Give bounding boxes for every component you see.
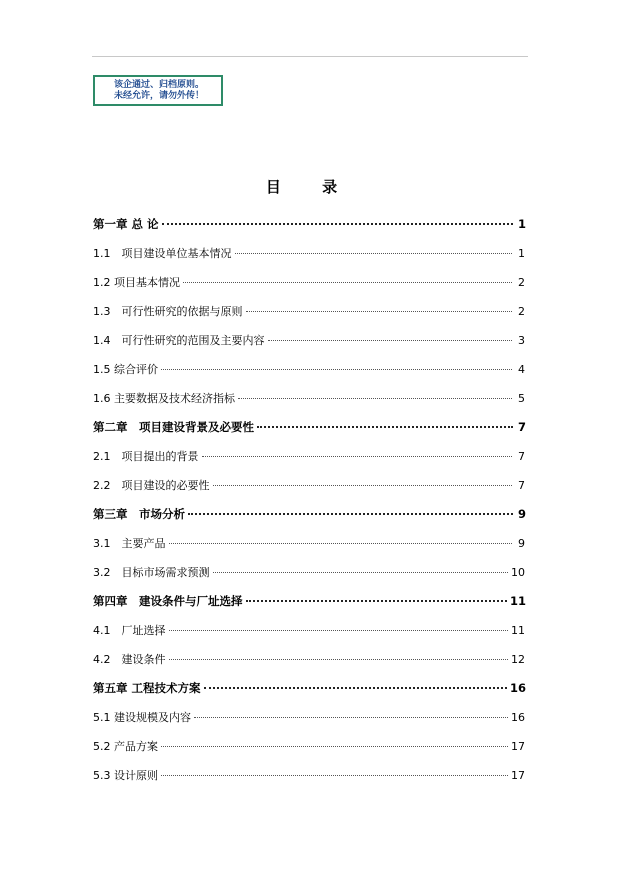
toc-entry-page-number: 11 <box>511 624 525 637</box>
toc-dot-leader <box>188 513 513 515</box>
toc-section-entry[interactable] <box>93 239 526 268</box>
toc-entry-page-number: 1 <box>518 247 525 260</box>
toc-dot-leader <box>161 746 508 747</box>
toc-chapter-entry[interactable] <box>93 674 526 703</box>
toc-entry-page-number: 2 <box>518 276 525 289</box>
toc-entry-page-number: 11 <box>509 594 526 608</box>
toc-chapter-entry[interactable] <box>93 587 526 616</box>
toc-entry-page-number: 16 <box>511 711 525 724</box>
toc-section-entry[interactable] <box>93 616 526 645</box>
toc-dot-leader <box>204 687 507 689</box>
table-of-contents <box>93 210 526 790</box>
toc-dot-leader <box>162 223 513 225</box>
toc-entry-label: 第二章 项目建设背景及必要性 <box>93 420 254 434</box>
toc-section-entry[interactable] <box>93 442 526 471</box>
toc-entry-page-number: 17 <box>511 740 525 753</box>
toc-section-entry[interactable] <box>93 529 526 558</box>
stamp-line-2: 未经允许，请勿外传！ <box>114 91 205 101</box>
toc-entry-label: 5.3 设计原则 <box>93 769 158 782</box>
toc-dot-leader <box>257 426 513 428</box>
toc-chapter-entry[interactable] <box>93 210 526 239</box>
toc-entry-page-number: 16 <box>509 681 526 695</box>
toc-entry-label: 1.3 可行性研究的依据与原则 <box>93 305 243 318</box>
toc-section-entry[interactable] <box>93 326 526 355</box>
toc-entry-page-number: 3 <box>518 334 525 347</box>
toc-section-entry[interactable] <box>93 558 526 587</box>
toc-entry-label: 1.2 项目基本情况 <box>93 276 180 289</box>
toc-dot-leader <box>268 340 513 341</box>
toc-entry-page-number: 1 <box>517 217 526 231</box>
toc-dot-leader <box>246 600 507 602</box>
toc-entry-label: 1.1 项目建设单位基本情况 <box>93 247 232 260</box>
toc-section-entry[interactable] <box>93 645 526 674</box>
toc-entry-label: 1.6 主要数据及技术经济指标 <box>93 392 235 405</box>
confidential-stamp <box>93 75 223 106</box>
toc-entry-page-number: 7 <box>518 479 525 492</box>
toc-entry-page-number: 7 <box>518 450 525 463</box>
toc-dot-leader <box>194 717 508 718</box>
toc-entry-label: 3.2 目标市场需求预测 <box>93 566 210 579</box>
toc-entry-label: 第一章 总 论 <box>93 217 159 231</box>
toc-dot-leader <box>213 485 513 486</box>
toc-section-entry[interactable] <box>93 268 526 297</box>
toc-section-entry[interactable] <box>93 471 526 500</box>
toc-dot-leader <box>161 775 508 776</box>
toc-entry-label: 5.1 建设规模及内容 <box>93 711 191 724</box>
toc-dot-leader <box>161 369 512 370</box>
toc-entry-page-number: 9 <box>517 507 526 521</box>
toc-entry-page-number: 2 <box>518 305 525 318</box>
toc-dot-leader <box>169 630 509 631</box>
toc-entry-label: 4.1 厂址选择 <box>93 624 166 637</box>
toc-section-entry[interactable] <box>93 703 526 732</box>
toc-entry-label: 5.2 产品方案 <box>93 740 158 753</box>
stamp-line-1: 该企通过、归档原则。 <box>114 80 205 90</box>
toc-entry-label: 4.2 建设条件 <box>93 653 166 666</box>
toc-entry-label: 1.4 可行性研究的范围及主要内容 <box>93 334 265 347</box>
toc-entry-label: 第三章 市场分析 <box>93 507 185 521</box>
toc-title: 目 录 <box>265 178 356 196</box>
toc-entry-page-number: 4 <box>518 363 525 376</box>
toc-section-entry[interactable] <box>93 384 526 413</box>
toc-dot-leader <box>169 659 509 660</box>
toc-entry-label: 第四章 建设条件与厂址选择 <box>93 594 243 608</box>
toc-entry-page-number: 12 <box>511 653 525 666</box>
toc-dot-leader <box>246 311 513 312</box>
toc-chapter-entry[interactable] <box>93 413 526 442</box>
toc-dot-leader <box>183 282 512 283</box>
toc-entry-label: 2.2 项目建设的必要性 <box>93 479 210 492</box>
toc-section-entry[interactable] <box>93 732 526 761</box>
toc-entry-label: 2.1 项目提出的背景 <box>93 450 199 463</box>
toc-chapter-entry[interactable] <box>93 500 526 529</box>
toc-section-entry[interactable] <box>93 297 526 326</box>
toc-entry-page-number: 7 <box>517 420 526 434</box>
toc-dot-leader <box>169 543 513 544</box>
header-rule <box>92 56 528 57</box>
toc-dot-leader <box>235 253 513 254</box>
toc-entry-label: 3.1 主要产品 <box>93 537 166 550</box>
toc-entry-label: 1.5 综合评价 <box>93 363 158 376</box>
toc-entry-page-number: 5 <box>518 392 525 405</box>
toc-entry-page-number: 10 <box>511 566 525 579</box>
toc-section-entry[interactable] <box>93 761 526 790</box>
toc-dot-leader <box>213 572 509 573</box>
toc-section-entry[interactable] <box>93 355 526 384</box>
toc-dot-leader <box>238 398 512 399</box>
toc-dot-leader <box>202 456 513 457</box>
toc-entry-label: 第五章 工程技术方案 <box>93 681 201 695</box>
toc-entry-page-number: 9 <box>518 537 525 550</box>
toc-entry-page-number: 17 <box>511 769 525 782</box>
